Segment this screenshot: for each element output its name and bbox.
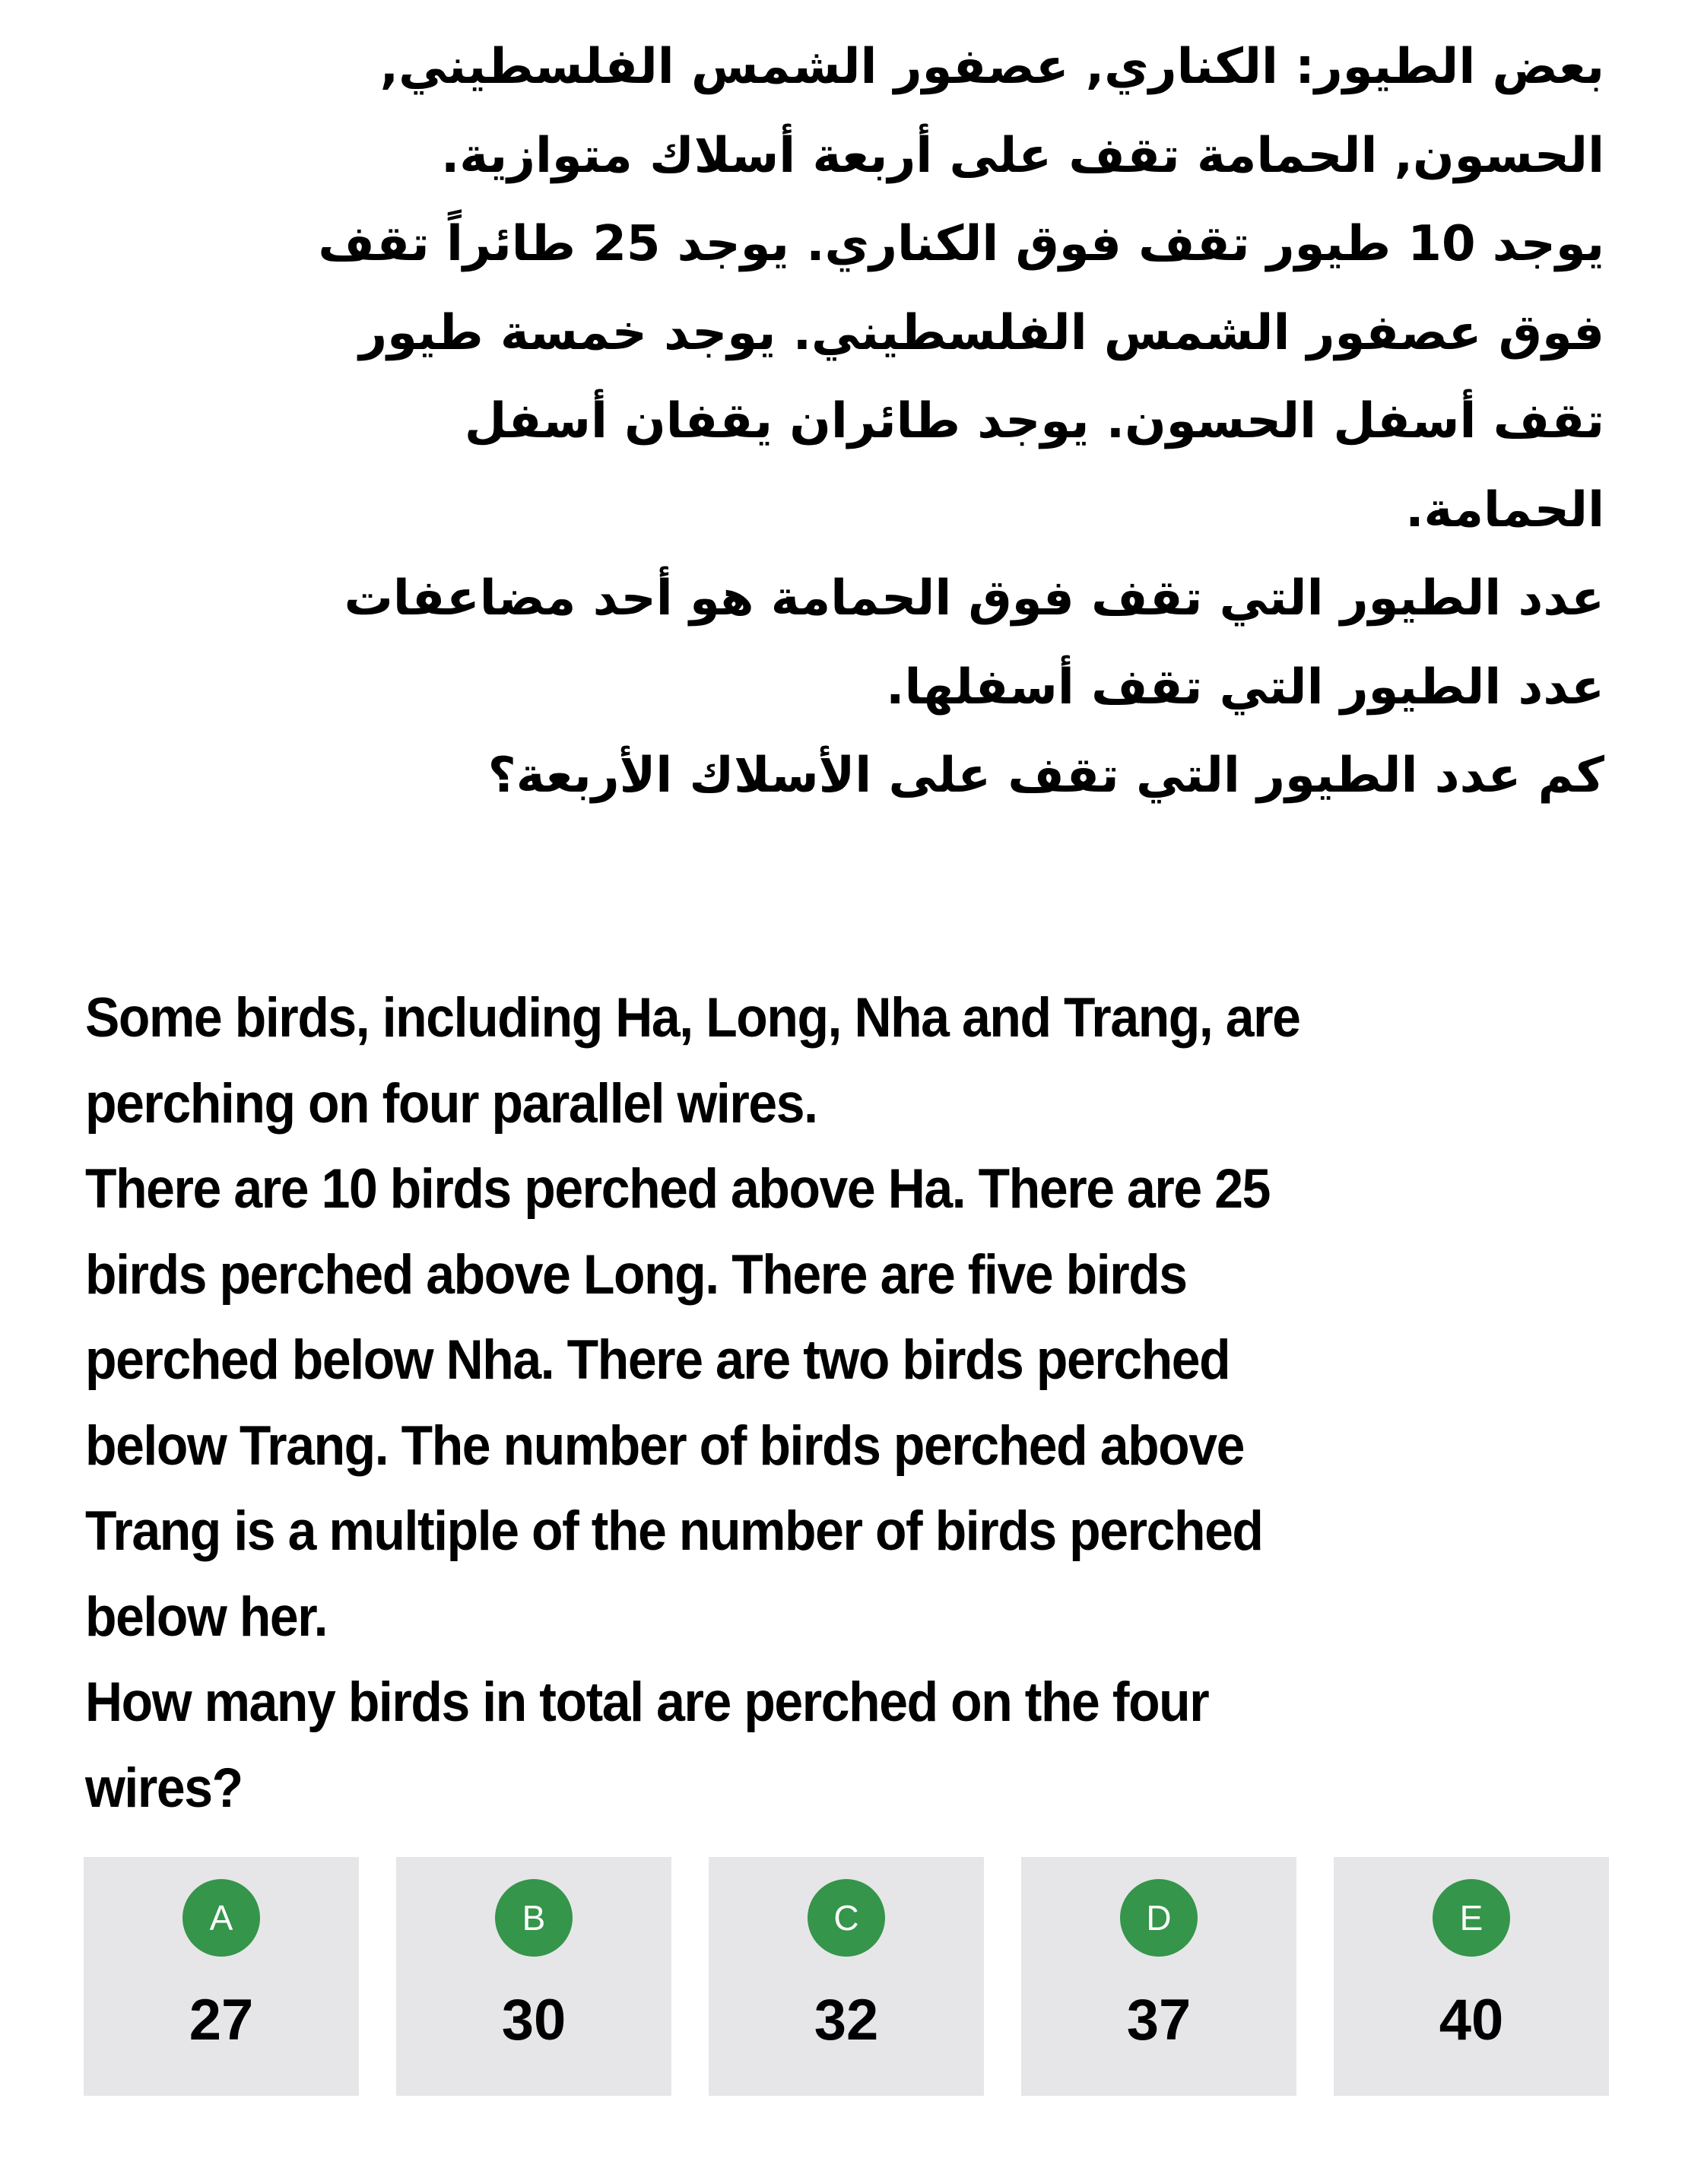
arabic-line: بعض الطيور: الكناري, عصفور الشمس الفلسطيني,	[379, 39, 1604, 95]
answer-letter-badge: D	[1120, 1879, 1198, 1957]
arabic-line: فوق عصفور الشمس الفلسطيني. يوجد خمسة طيور	[359, 304, 1604, 361]
arabic-line: تقف أسفل الحسون. يوجد طائران يقفان أسفل	[464, 393, 1604, 449]
answer-value: 30	[501, 1988, 566, 2052]
arabic-line: عدد الطيور التي تقف أسفلها.	[886, 659, 1604, 716]
arabic-line: كم عدد الطيور التي تقف على الأسلاك الأربعة؟	[487, 748, 1604, 804]
answer-value: 32	[814, 1988, 879, 2052]
english-line: How many birds in total are perched on the four	[85, 1671, 1209, 1733]
answer-option-a[interactable]	[84, 1857, 359, 2096]
answer-option-b[interactable]	[396, 1857, 671, 2096]
answer-letter-badge: B	[495, 1879, 573, 1957]
arabic-line: عدد الطيور التي تقف فوق الحمامة هو أحد مضاعفات	[344, 570, 1604, 627]
answer-value: 37	[1126, 1988, 1192, 2052]
arabic-line: الحسون, الحمامة تقف على أربعة أسلاك متوازية.	[440, 127, 1604, 184]
english-line: below her.	[85, 1586, 328, 1648]
english-line: Some birds, including Ha, Long, Nha and Trang, are	[85, 987, 1300, 1049]
answer-value: 27	[189, 1988, 254, 2052]
english-line: wires?	[85, 1757, 243, 1819]
arabic-line: يوجد 10 طيور تقف فوق الكناري. يوجد 25 طائراً تقف	[318, 216, 1604, 272]
english-question-text	[85, 976, 1514, 1831]
answer-option-c[interactable]	[709, 1857, 984, 2096]
arabic-line: الحمامة.	[1405, 481, 1604, 538]
english-line: perched below Nha. There are two birds perched	[85, 1329, 1230, 1391]
answer-value: 40	[1439, 1988, 1504, 2052]
english-line: birds perched above Long. There are five birds	[85, 1243, 1187, 1306]
answer-letter-badge: A	[182, 1879, 260, 1957]
answer-option-e[interactable]	[1334, 1857, 1609, 2096]
answer-options	[84, 1857, 1609, 2096]
english-line: Trang is a multiple of the number of birds perched	[85, 1500, 1263, 1562]
english-line: below Trang. The number of birds perched above	[85, 1414, 1244, 1477]
english-line: There are 10 birds perched above Ha. There are 25	[85, 1158, 1270, 1220]
arabic-question-text	[84, 23, 1604, 821]
answer-option-d[interactable]	[1021, 1857, 1296, 2096]
answer-letter-badge: E	[1433, 1879, 1510, 1957]
english-line: perching on four parallel wires.	[85, 1072, 817, 1135]
answer-letter-badge: C	[808, 1879, 885, 1957]
